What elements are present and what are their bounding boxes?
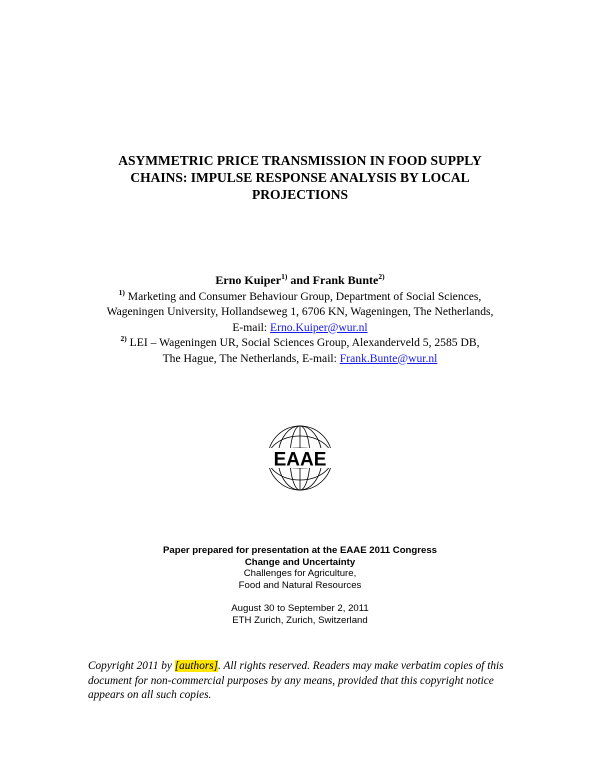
copyright-highlight: [authors] [174,660,219,672]
affiliation-2-sup: 2) [120,334,127,344]
author-2-sup: 2) [378,272,385,281]
affiliation-1-line-1: $^{1)}$ Marketing and Consumer Behaviour Group, Department of Social Sciences, [118,287,482,303]
title-line-2: CHAINS: IMPULSE RESPONSE ANALYSIS BY LOCAL [130,170,470,185]
conference-location: ETH Zurich, Zurich, Switzerland [232,614,368,626]
email-link-bunte[interactable]: Frank.Bunte@wur.nl [339,351,438,365]
globe-icon [262,420,338,496]
copyright-notice [88,659,528,703]
conference-line-3: Challenges for Agriculture, [243,568,357,580]
author-1-name: Erno Kuiper [215,273,282,287]
conference-block [60,545,540,627]
email-link-kuiper[interactable]: Erno.Kuiper@wur.nl [270,320,368,334]
affiliation-2-line-2: The Hague, The Netherlands, E-mail: Frank.Bunte@wur.nl [162,351,438,365]
affiliation-1-email-line: E-mail: Erno.Kuiper@wur.nl [232,320,368,334]
conference-line-4: Food and Natural Resources [238,579,362,591]
copyright-rest: . All rights reserved. Readers may make verbatim copies of this document for non-commercial purposes by any means, provided that this copyright notice appears on all such copies. [88,660,504,701]
author-block [60,273,540,366]
author-names [60,273,540,289]
author-and: and [287,273,313,287]
title-line-1: ASYMMETRIC PRICE TRANSMISSION IN FOOD SUPPLY [118,153,482,168]
affiliation-2-line-1: $^{2)}$ LEI – Wageningen UR, Social Sciences Group, Alexanderveld 5, 2585 DB, [120,334,480,349]
paper-title [60,152,540,203]
affiliation-1-sup: 1) [118,287,125,297]
conference-line-2: Change and Uncertainty [244,556,356,568]
author-2-name: Frank Bunte [312,273,379,287]
conference-line-1: Paper prepared for presentation at the EAAE 2011 Congress [162,545,438,556]
eaae-logo [262,420,338,496]
logo-text: EAAE [273,449,327,471]
copyright-prefix: Copyright 2011 by [88,660,175,672]
title-line-3: PROJECTIONS [251,187,349,202]
affiliation-1-line-2: Wageningen University, Hollandseweg 1, 6706 KN, Wageningen, The Netherlands, [106,305,494,318]
conference-date: August 30 to September 2, 2011 [231,603,369,615]
author-1-sup: 1) [281,272,288,281]
